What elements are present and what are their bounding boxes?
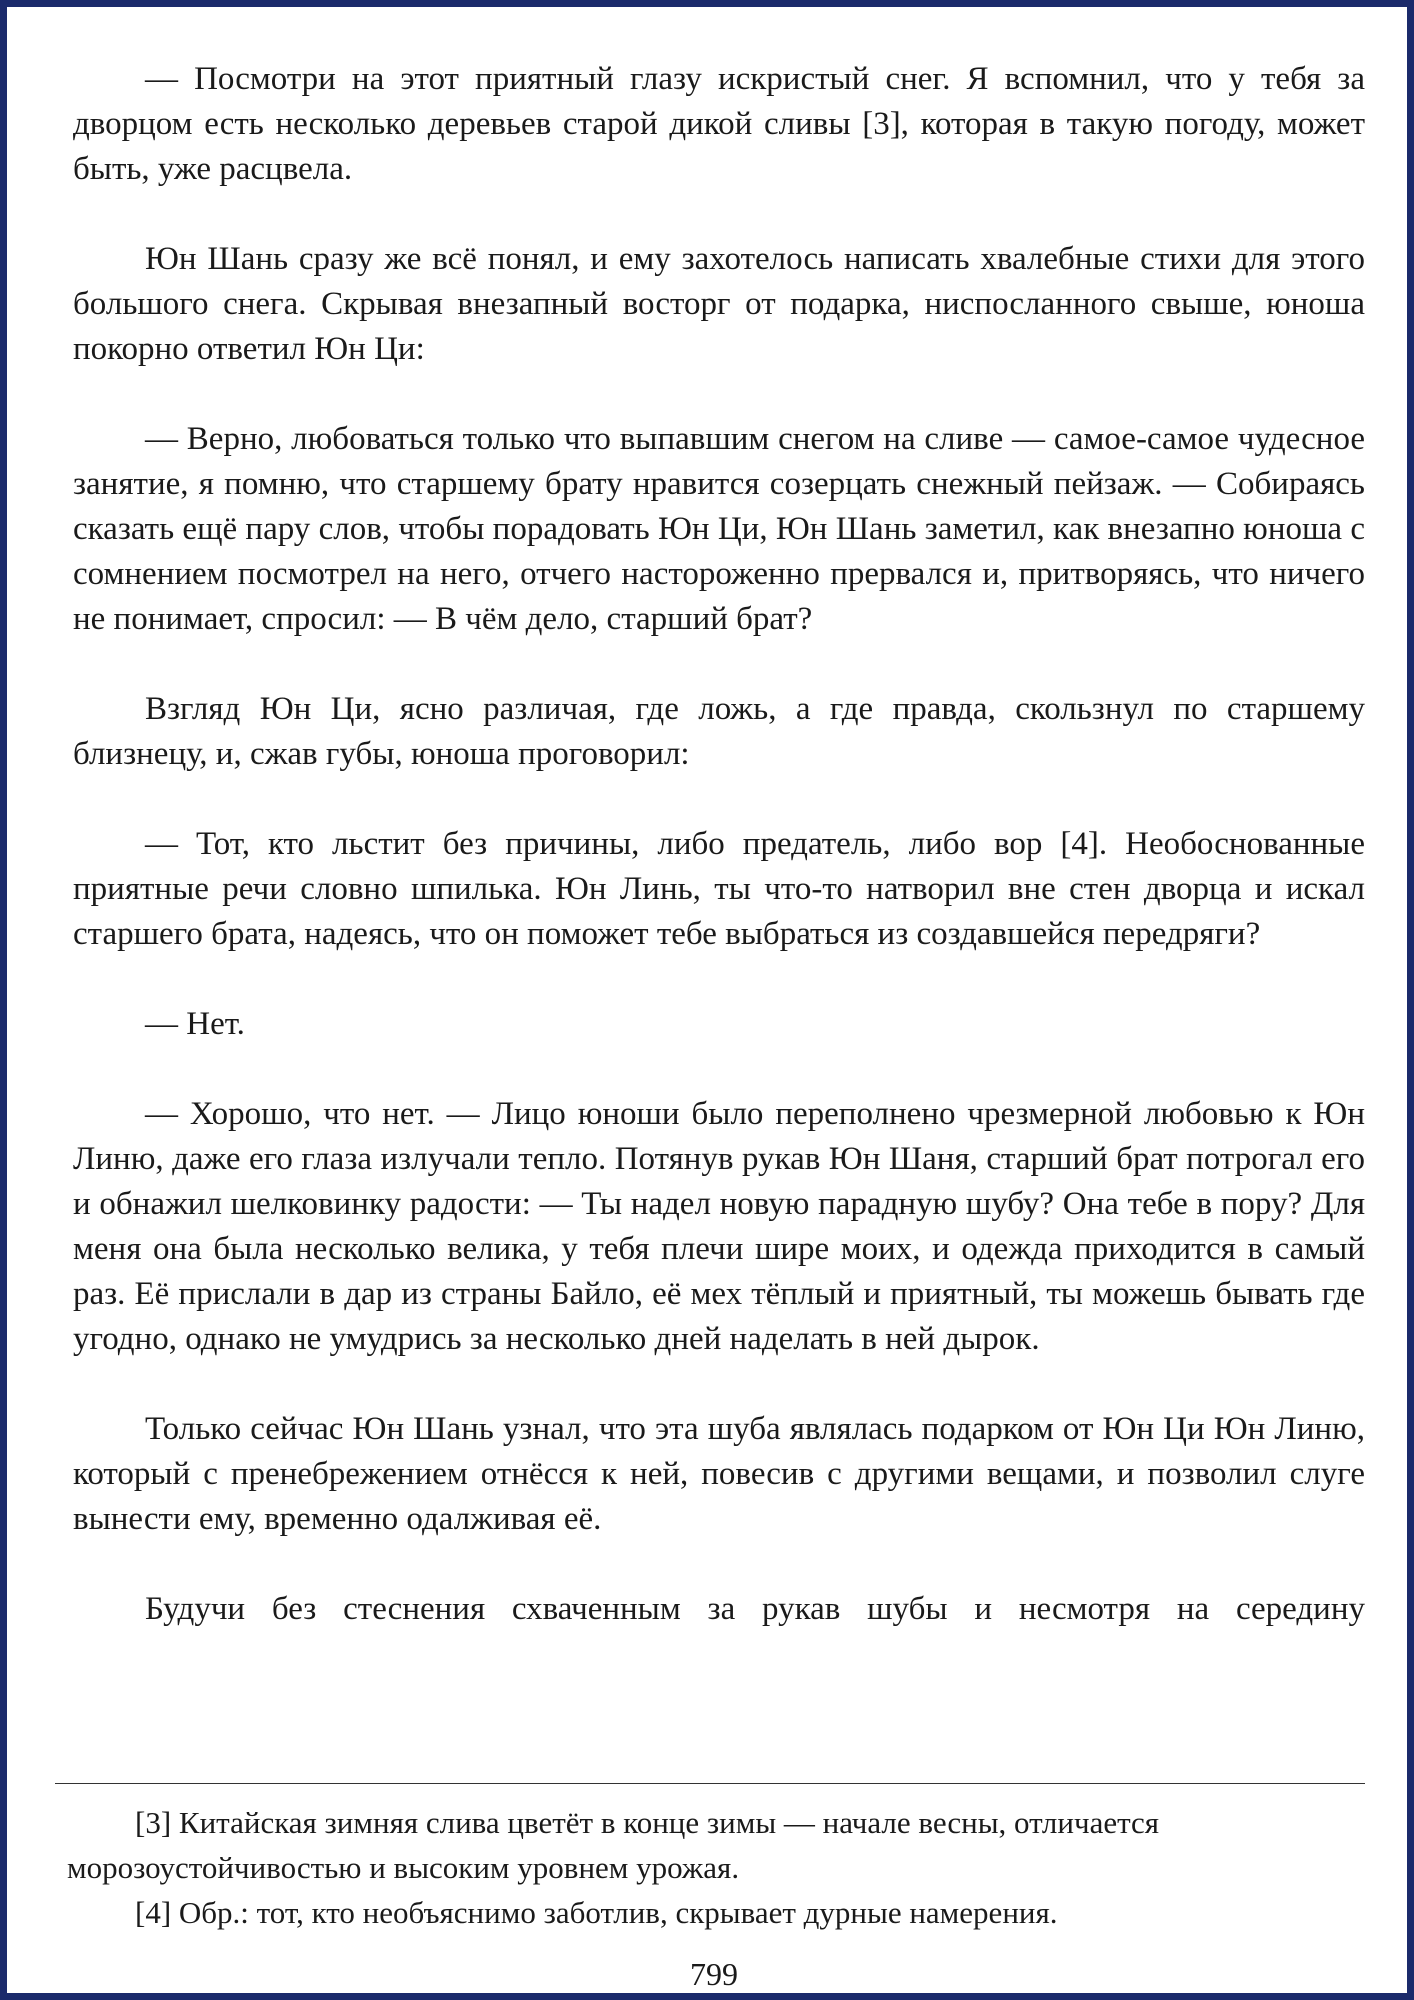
page-number: 799 bbox=[690, 1956, 738, 1992]
footnotes bbox=[67, 1800, 1367, 1935]
paragraph: — Тот, кто льстит без причины, либо предатель, либо вор [4]. Необоснованные приятные речи словно шпилька. Юн Линь, ты что-то натворил вне стен дворца и искал старшего брата, надеясь, что он поможет тебе выбраться из создавшейся передряги? bbox=[73, 826, 1365, 952]
paragraph: — Хорошо, что нет. — Лицо юноши было переполнено чрезмерной любовью к Юн Линю, даже его глаза излучали тепло. Потянув рукав Юн Шаня, старший брат потрогал его и обнажил шелковинку радости: — Ты надел новую парадную шубу? Она тебе в пору? Для меня она была несколько велика, у тебя плечи шире моих, и одежда приходится в самый раз. Её прислали в дар из страны Байло, её мех тёплый и приятный, ты можешь бывать где угодно, однако не умудрись за несколько дней наделать в ней дырок. bbox=[73, 1096, 1365, 1357]
paragraph: — Нет. bbox=[145, 1006, 245, 1042]
paragraph: — Посмотри на этот приятный глазу искристый снег. Я вспомнил, что у тебя за дворцом есть несколько деревьев старой дикой сливы [3], которая в такую погоду, может быть, уже расцвела. bbox=[73, 61, 1365, 187]
paragraph: Будучи без стеснения схваченным за рукав шубы и несмотря на середину bbox=[145, 1591, 1365, 1627]
paragraph: Юн Шань сразу же всё понял, и ему захотелось написать хвалебные стихи для этого большого снега. Скрывая внезапный восторг от подарка, ниспосланного свыше, юноша покорно ответил Юн Ци: bbox=[73, 241, 1365, 367]
body-text bbox=[73, 57, 1365, 1632]
footnote-divider bbox=[55, 1783, 1365, 1784]
footnote: [3] Китайская зимняя слива цветёт в конце зимы — начале весны, отличается морозоустойчивостью и высоким уровнем урожая. bbox=[67, 1805, 1160, 1885]
paragraph: Только сейчас Юн Шань узнал, что эта шуба являлась подарком от Юн Ци Юн Линю, который с пренебрежением отнёсся к ней, повесив с другими вещами, и позволил слуге вынести ему, временно одалживая её. bbox=[73, 1411, 1365, 1537]
footnote: [4] Обр.: тот, кто необъяснимо заботлив, скрывает дурные намерения. bbox=[135, 1895, 1058, 1930]
paragraph: — Верно, любоваться только что выпавшим снегом на сливе — самое-самое чудесное занятие, я помню, что старшему брату нравится созерцать снежный пейзаж. — Собираясь сказать ещё пару слов, чтобы порадовать Юн Ци, Юн Шань заметил, как внезапно юноша с сомнением посмотрел на него, отчего настороженно прервался и, притворяясь, что ничего не понимает, спросил: — В чём дело, старший брат? bbox=[73, 421, 1365, 637]
paragraph: Взгляд Юн Ци, ясно различая, где ложь, а где правда, скользнул по старшему близнецу, и, сжав губы, юноша проговорил: bbox=[73, 691, 1365, 772]
